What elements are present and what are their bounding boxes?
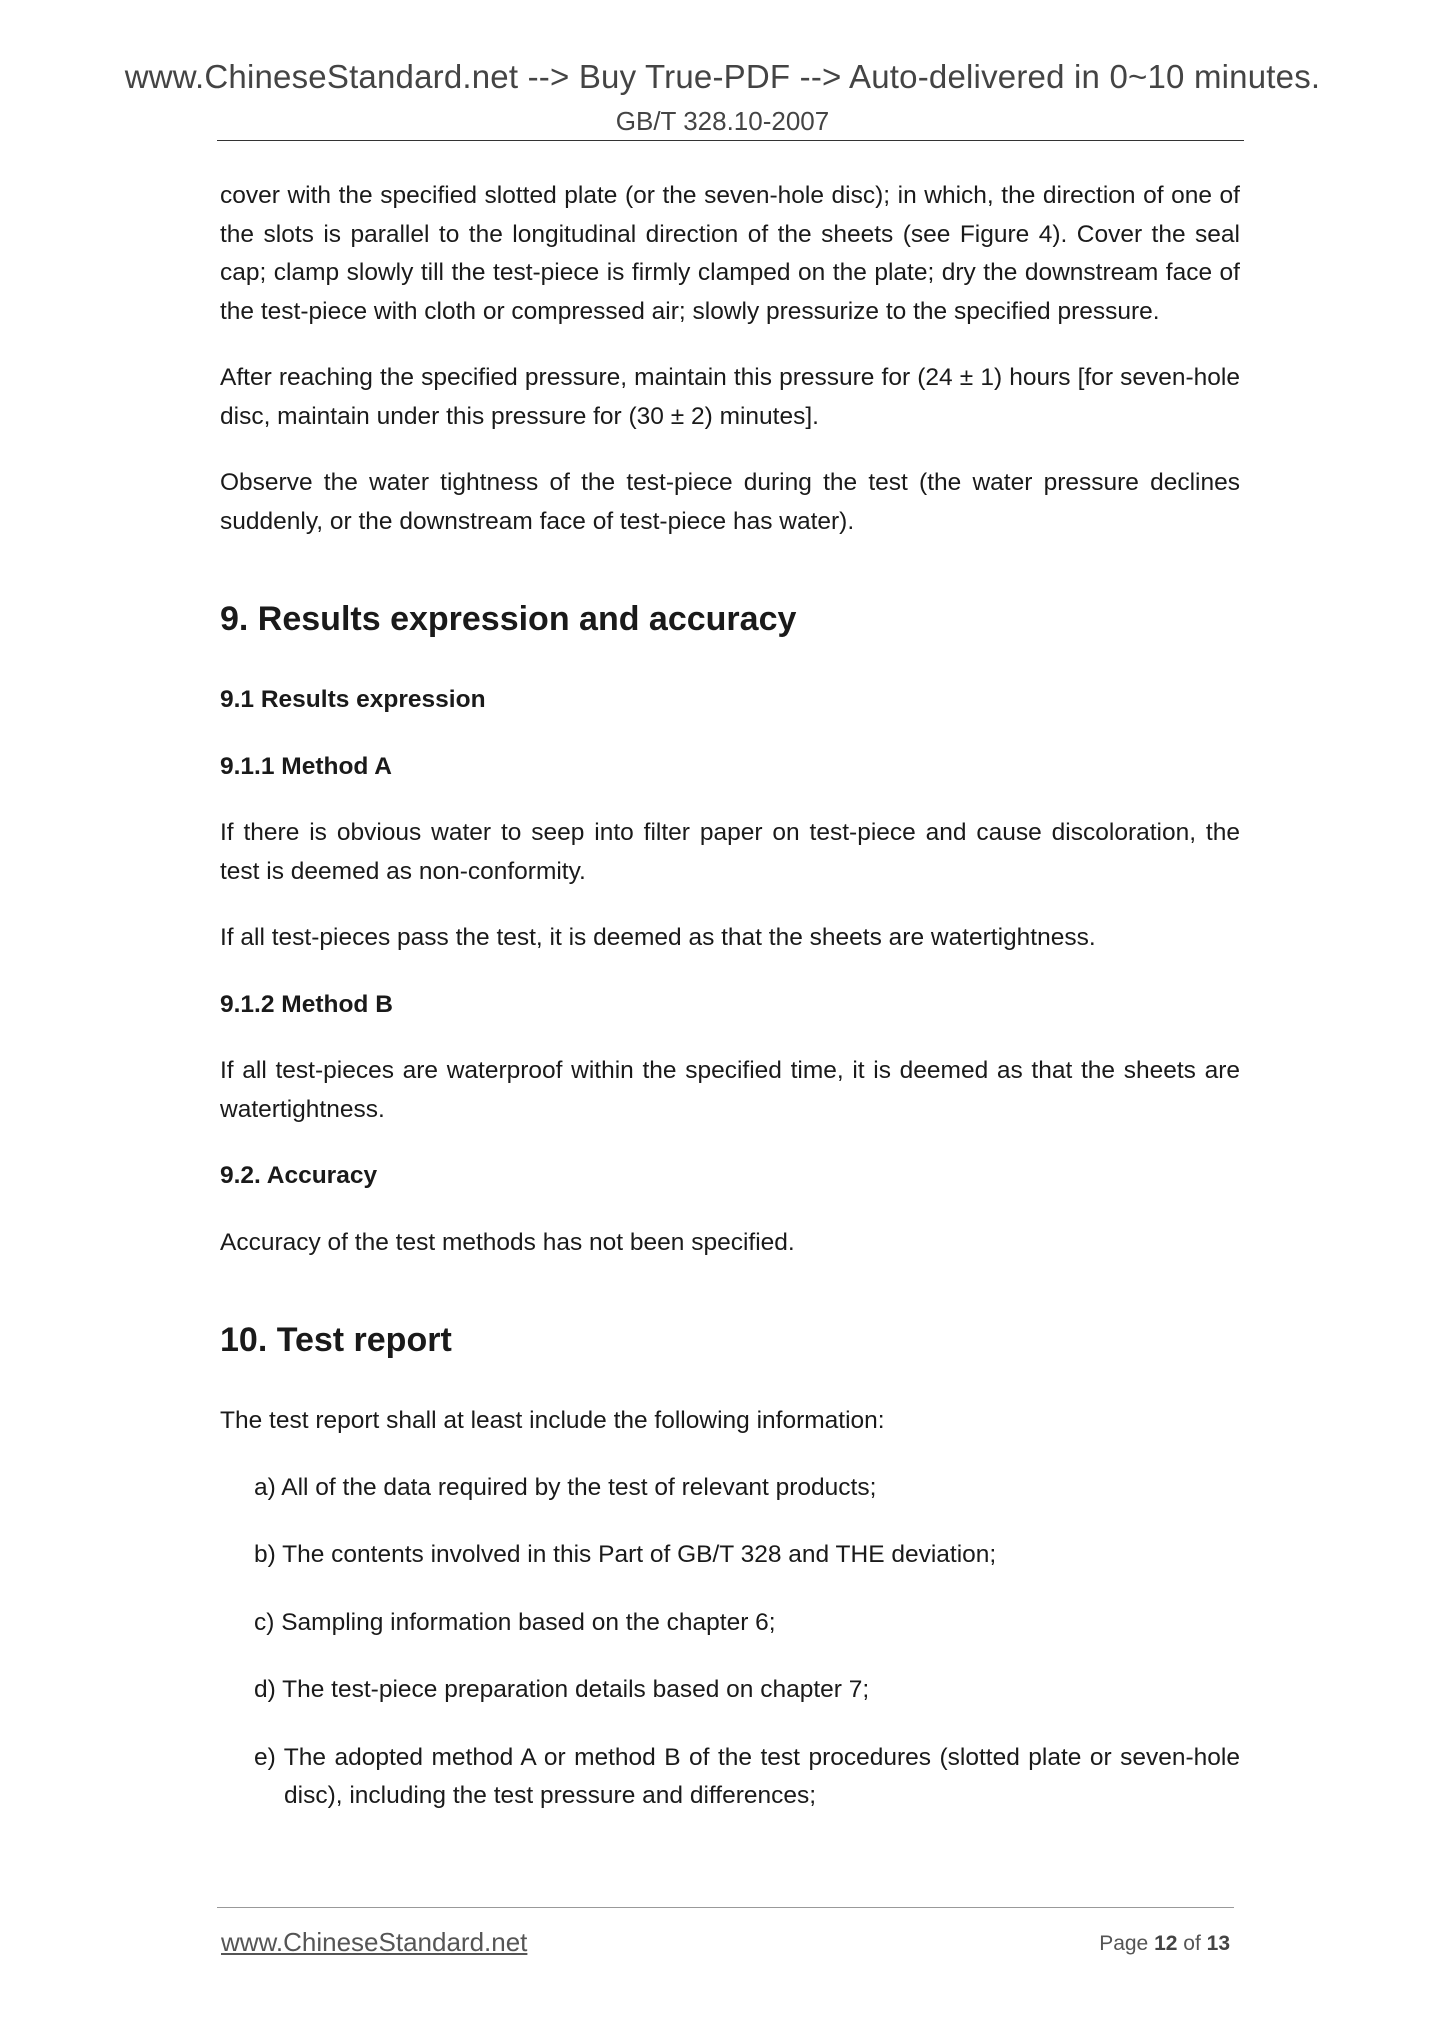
total-pages: 13 xyxy=(1206,1932,1230,1955)
list-item: e) The adopted method A or method B of the test procedures (slotted plate or seven-hole disc), including the test pressure and differences; xyxy=(254,1743,1240,1809)
list-item: b) The contents involved in this Part of GB/T 328 and THE deviation; xyxy=(254,1541,997,1568)
paragraph-method-a-2: If all test-pieces pass the test, it is deemed as that the sheets are watertightness. xyxy=(220,924,1096,951)
footer-site-link[interactable]: www.ChineseStandard.net xyxy=(221,1927,528,1957)
page-content xyxy=(220,177,1240,1845)
paragraph-procedure: cover with the specified slotted plate (or the seven-hole disc); in which, the direction of one of the slots is parallel to the longitudinal direction of the sheets (see Figure 4). Cover the seal cap; clamp slowly till the test-piece is firmly clamped on the plate; dry the downstream face of the test-piece with cloth or compressed air; slowly pressurize to the specified pressure. xyxy=(220,182,1240,325)
list-item: a) All of the data required by the test of relevant products; xyxy=(254,1473,877,1501)
section-9-heading: 9. Results expression and accuracy xyxy=(220,600,797,638)
header-divider xyxy=(217,140,1244,141)
section-9-1-heading: 9.1 Results expression xyxy=(220,686,486,713)
header-banner: www.ChineseStandard.net --> Buy True-PDF --> Auto-delivered in 0~10 minutes. xyxy=(124,58,1321,95)
of-label: of xyxy=(1183,1932,1201,1955)
paragraph-report-intro: The test report shall at least include the following information: xyxy=(220,1407,885,1434)
section-9-1-2-heading: 9.1.2 Method B xyxy=(220,990,393,1018)
page-number: 12 xyxy=(1154,1932,1178,1955)
page-label: Page xyxy=(1099,1932,1149,1955)
standard-code: GB/T 328.10-2007 xyxy=(615,106,830,136)
page-indicator xyxy=(1099,1932,1230,1956)
paragraph-method-a-1: If there is obvious water to seep into filter paper on test-piece and cause discoloration, the test is deemed as non-conformity. xyxy=(220,819,1240,885)
section-9-1-1-heading: 9.1.1 Method A xyxy=(220,752,392,780)
section-10-heading: 10. Test report xyxy=(220,1321,452,1359)
report-items-list xyxy=(220,1469,1240,1816)
list-item: c) Sampling information based on the chapter 6; xyxy=(254,1608,776,1636)
paragraph-observe: Observe the water tightness of the test-piece during the test (the water pressure declines suddenly, or the downstream face of test-piece has water). xyxy=(220,469,1240,535)
section-9-2-heading: 9.2. Accuracy xyxy=(220,1162,378,1189)
paragraph-pressure-hold: After reaching the specified pressure, maintain this pressure for (24 ± 1) hours [for seven-hole disc, maintain under this pressure for (30 ± 2) minutes]. xyxy=(220,364,1240,430)
list-item: d) The test-piece preparation details based on chapter 7; xyxy=(254,1676,870,1703)
paragraph-accuracy: Accuracy of the test methods has not been specified. xyxy=(220,1228,795,1256)
footer-divider xyxy=(217,1907,1234,1908)
paragraph-method-b: If all test-pieces are waterproof within the specified time, it is deemed as that the sheets are watertightness. xyxy=(220,1057,1240,1123)
